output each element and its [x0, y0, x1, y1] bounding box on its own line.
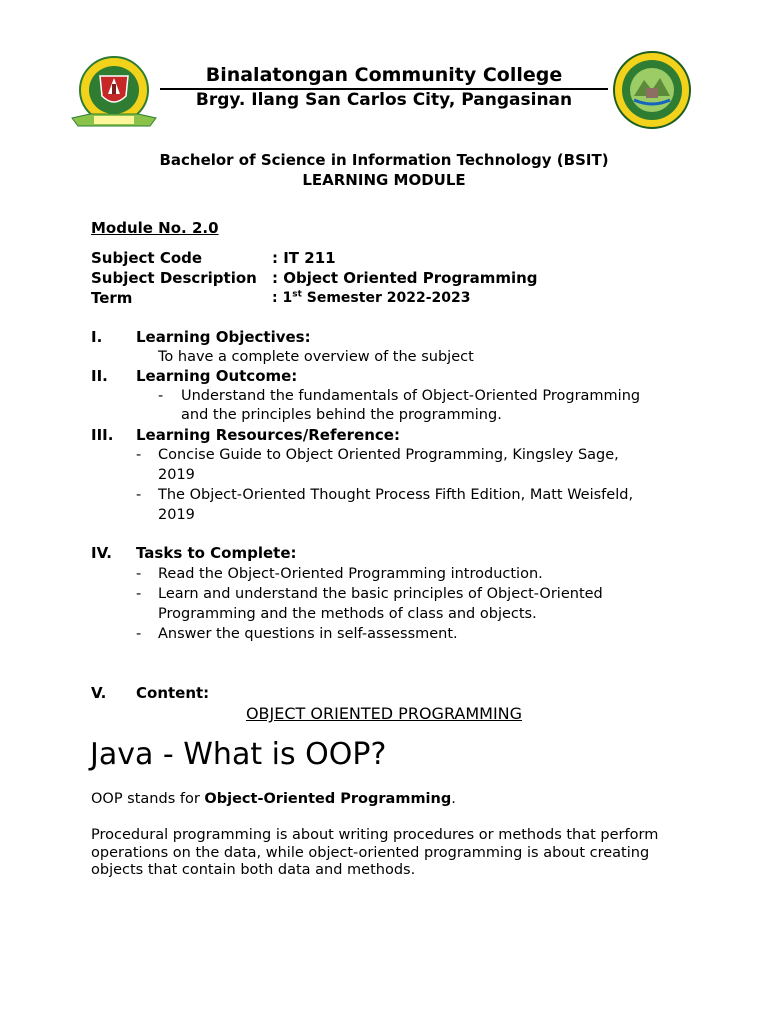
term-label: Term — [91, 289, 133, 307]
college-address: Brgy. Ilang San Carlos City, Pangasinan — [195, 90, 573, 110]
paragraph-bold-term: Object-Oriented Programming — [204, 791, 452, 807]
bullet-dash: - — [158, 388, 164, 404]
term-prefix: : 1 — [272, 290, 293, 306]
outcome-line-2: and the principles behind the programming. — [181, 407, 502, 423]
paragraph-text: OOP stands for — [91, 791, 205, 807]
reference-2-line-2: 2019 — [158, 507, 195, 523]
section-4-title: Tasks to Complete: — [136, 544, 297, 562]
bullet-dash: - — [136, 566, 142, 582]
section-5-title: Content: — [136, 684, 210, 702]
reference-1-line-2: 2019 — [158, 467, 195, 483]
section-3-title: Learning Resources/Reference: — [136, 426, 400, 444]
paragraph-procedural-vs-oop: Procedural programming is about writing procedures or methods that perform operations on the data, while object-oriented programming is about creating objects that contain both data and methods. — [91, 827, 659, 878]
paragraph-text: . — [451, 791, 456, 807]
reference-2-line-1: The Object-Oriented Thought Process Fifth Edition, Matt Weisfeld, — [158, 487, 634, 503]
term-rest: Semester 2022-2023 — [301, 290, 471, 306]
section-2-number: II. — [91, 367, 108, 385]
content-title: OBJECT ORIENTED PROGRAMMING — [245, 704, 523, 723]
task-3: Answer the questions in self-assessment. — [158, 626, 458, 642]
college-name: Binalatongan Community College — [205, 64, 563, 86]
objective-text: To have a complete overview of the subject — [158, 349, 474, 365]
program-name: Bachelor of Science in Information Technology (BSIT) — [159, 151, 609, 169]
task-2-line-1: Learn and understand the basic principles of Object-Oriented — [158, 586, 603, 602]
section-1-title: Learning Objectives: — [136, 328, 311, 346]
page-heading: Java - What is OOP? — [90, 737, 387, 772]
module-number: Module No. 2.0 — [91, 219, 219, 237]
section-5-number: V. — [91, 684, 107, 702]
section-1-number: I. — [91, 328, 103, 346]
reference-1-line-1: Concise Guide to Object Oriented Programming, Kingsley Sage, — [158, 447, 619, 463]
task-2-line-2: Programming and the methods of class and objects. — [158, 606, 537, 622]
bullet-dash: - — [136, 586, 142, 602]
outcome-line-1: Understand the fundamentals of Object-Oriented Programming — [181, 388, 641, 404]
bullet-dash: - — [136, 447, 142, 463]
section-4-number: IV. — [91, 544, 112, 562]
term-superscript: st — [292, 289, 302, 300]
section-2-title: Learning Outcome: — [136, 367, 298, 385]
bullet-dash: - — [136, 626, 142, 642]
task-1: Read the Object-Oriented Programming introduction. — [158, 566, 543, 582]
subject-description-label: Subject Description — [91, 269, 257, 287]
term-value — [272, 289, 470, 308]
paragraph-oop-definition — [91, 791, 691, 809]
subject-code-label: Subject Code — [91, 249, 203, 267]
section-3-number: III. — [91, 426, 114, 444]
bullet-dash: - — [136, 487, 142, 503]
subject-code-value: : IT 211 — [272, 249, 336, 267]
subject-description-value: : Object Oriented Programming — [272, 269, 538, 287]
module-type: LEARNING MODULE — [302, 171, 466, 189]
